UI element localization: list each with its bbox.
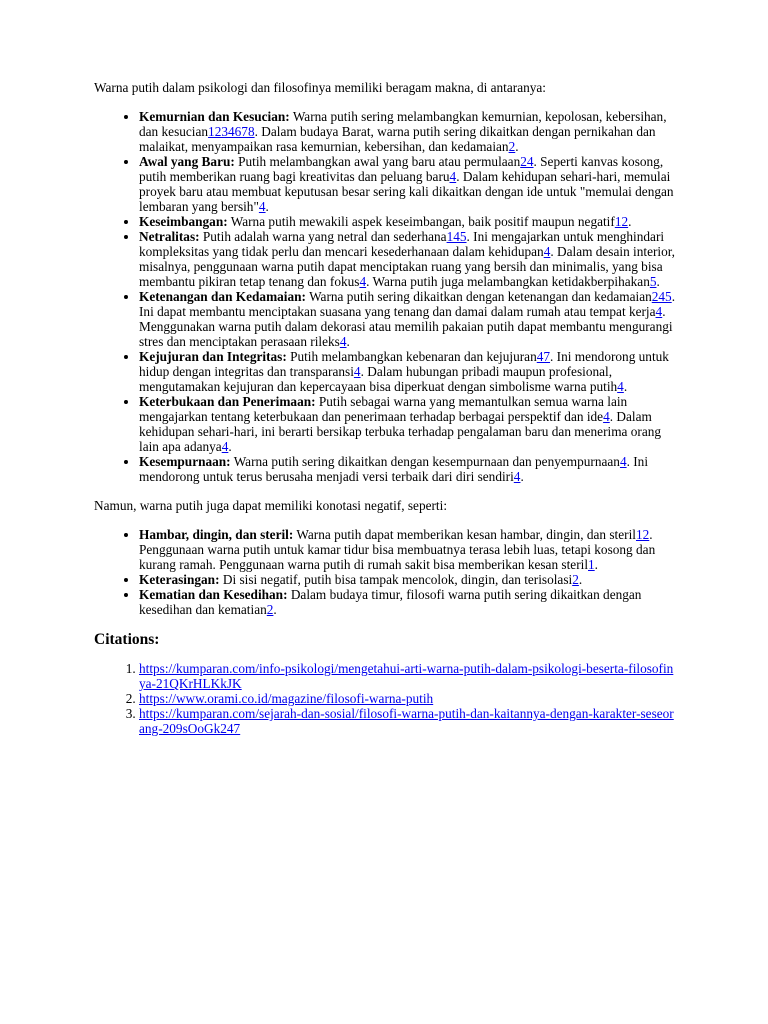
list-item [139,587,678,617]
item-text: . [273,602,277,617]
positive-meanings-list [94,109,678,484]
item-text: . Ini mendorong untuk hidup dengan integritas dan transparansi [139,349,669,379]
list-item [139,454,678,484]
citation-ref-link[interactable]: 4 [543,244,551,259]
item-title: Kejujuran dan Integritas: [139,349,287,364]
citation-ref-link[interactable]: 4 [603,409,610,424]
item-title: Ketenangan dan Kedamaian: [139,289,306,304]
list-item [139,572,678,587]
item-text: Warna putih sering melambangkan kemurnian, kepolosan, kebersihan, dan kesucian [139,109,667,139]
citation-ref-link[interactable]: 5 [649,274,657,289]
citation-ref-link[interactable]: 4 [617,379,624,394]
citation-ref-link[interactable]: 1 [588,557,595,572]
item-title: Netralitas: [139,229,200,244]
citation-ref-link[interactable]: 4 [221,439,229,454]
citation-ref-link[interactable]: 4 [449,169,457,184]
item-text: Putih melambangkan awal yang baru atau permulaan [234,154,521,169]
citation-ref-link[interactable]: 4 [619,454,627,469]
intro-paragraph: Warna putih dalam psikologi dan filosofinya memiliki beragam makna, di antaranya: [94,80,547,95]
negative-intro-paragraph: Namun, warna putih juga dapat memiliki konotasi negatif, seperti: [94,498,448,513]
item-text: . [228,439,232,454]
item-text: Dalam budaya timur, filosofi warna putih sering dikaitkan dengan kesedihan dan kematian [139,587,642,617]
item-text: . Dalam budaya Barat, warna putih sering dikaitkan dengan pernikahan dan malaikat, menyampaikan rasa kemurnian, kebersihan, dan kedamaian [139,124,656,154]
item-text: . [520,469,524,484]
citation-ref-link[interactable]: 4 [353,364,361,379]
item-text: . Seperti kanvas kosong, putih memberikan ruang bagi kreativitas dan peluang baru [139,154,664,184]
item-text: . Dalam desain interior, misalnya, penggunaan warna putih dapat menciptakan ruang yang bersih dan minimalis, yang bisa membantu pikiran tetap tenang dan fokus [139,244,675,289]
citation-ref-link[interactable]: 2 [572,572,579,587]
citation-ref-link[interactable]: 4 [258,199,266,214]
list-item [139,394,678,454]
item-text: . [265,199,269,214]
list-item [139,214,678,229]
item-text: . [346,334,350,349]
item-text: . [594,557,598,572]
citation-ref-link[interactable]: 2 [508,139,516,154]
citation-ref-link[interactable]: 4 [655,304,663,319]
negative-meanings-list [94,527,678,617]
item-text: Putih sebagai warna yang memantulkan semua warna lain mengajarkan tentang keterbukaan dan penerimaan terhadap berbagai perspektif dan ide [139,394,628,424]
citation-link[interactable]: https://kumparan.com/sejarah-dan-sosial/filosofi-warna-putih-dan-kaitannya-dengan-karakter-seseorang-209sOoGk247 [139,706,674,736]
citation-ref-link[interactable]: 245 [651,289,672,304]
citation-link[interactable]: https://www.orami.co.id/magazine/filosofi-warna-putih [139,691,434,706]
item-text: . Menggunakan warna putih dalam dekorasi atau memilih pakaian putih dapat membantu mengurangi stres dan menciptakan perasaan rileks [139,304,673,349]
list-item [139,154,678,214]
item-text: . Ini mengajarkan untuk menghindari kompleksitas yang tidak perlu dan mencari kesederhanaan dalam kehidupan [139,229,665,259]
citation-link[interactable]: https://kumparan.com/info-psikologi/mengetahui-arti-warna-putih-dalam-psikologi-beserta-filosofinya-21QKrHLKkJK [139,661,674,691]
item-text: . [578,572,583,587]
item-text: Warna putih sering dikaitkan dengan kesempurnaan dan penyempurnaan [230,454,620,469]
item-text: Warna putih sering dikaitkan dengan ketenangan dan kedamaian [305,289,652,304]
item-title: Kesempurnaan: [139,454,231,469]
citation-ref-link[interactable]: 4 [339,334,347,349]
item-text: . [515,139,519,154]
item-text: . Ini mendorong untuk terus berusaha menjadi versi terbaik dari diri sendiri [139,454,649,484]
item-title: Keterbukaan dan Penerimaan: [139,394,316,409]
citations-heading: Citations: [94,631,160,648]
citation-ref-link[interactable]: 4 [359,274,367,289]
item-text: . [628,214,632,229]
item-text: . [656,274,660,289]
item-title: Hambar, dingin, dan steril: [139,527,294,542]
citation-item [139,706,678,736]
item-text: . Penggunaan warna putih untuk kamar tidur bisa membuatnya terasa lebih luas, tetapi kosong dan kurang ramah. Penggunaan warna putih di rumah sakit bisa memberikan kesan steril [139,527,656,572]
item-title: Awal yang Baru: [139,154,235,169]
citation-ref-link[interactable]: 1234678 [208,124,255,139]
citation-item [139,691,678,706]
item-text: Warna putih mewakili aspek keseimbangan, baik positif maupun negatif [227,214,615,229]
item-text: Di sisi negatif, putih bisa tampak mencolok, dingin, dan terisolasi [219,572,573,587]
item-text: . Ini dapat membantu menciptakan suasana yang tenang dan damai dalam rumah atau tempat kerja [139,289,676,319]
list-item [139,527,678,572]
citation-ref-link[interactable]: 145 [446,229,467,244]
item-title: Keseimbangan: [139,214,228,229]
citation-ref-link[interactable]: 12 [635,527,650,542]
citation-ref-link[interactable]: 4 [513,469,521,484]
item-text: . Dalam hubungan pribadi maupun profesional, mengutamakan kejujuran dan kepercayaan bisa diperkuat dengan simbolisme warna putih [139,364,618,394]
citation-item [139,661,678,691]
citation-ref-link[interactable]: 2 [266,602,274,617]
citation-ref-link[interactable]: 47 [536,349,551,364]
item-text: . Warna putih juga melambangkan ketidakberpihakan [366,274,650,289]
list-item [139,349,678,394]
item-title: Kematian dan Kesedihan: [139,587,288,602]
item-text: . [623,379,628,394]
list-item [139,289,678,349]
item-text: Putih melambangkan kebenaran dan kejujuran [286,349,537,364]
item-text: Putih adalah warna yang netral dan sederhana [199,229,447,244]
item-text: . Dalam kehidupan sehari-hari, ini berarti bersikap terbuka terhadap pengalaman baru dan menerima orang lain apa adanya [139,409,662,454]
citation-ref-link[interactable]: 12 [614,214,629,229]
item-text: . Dalam kehidupan sehari-hari, memulai proyek baru atau membuat keputusan besar sering kali dikaitkan dengan ide untuk "memulai dengan lembaran yang bersih" [139,169,674,214]
item-text: Warna putih dapat memberikan kesan hambar, dingin, dan steril [293,527,636,542]
item-title: Keterasingan: [139,572,220,587]
citation-ref-link[interactable]: 24 [520,154,534,169]
citations-list [94,661,678,736]
item-title: Kemurnian dan Kesucian: [139,109,290,124]
list-item [139,109,678,154]
list-item [139,229,678,289]
